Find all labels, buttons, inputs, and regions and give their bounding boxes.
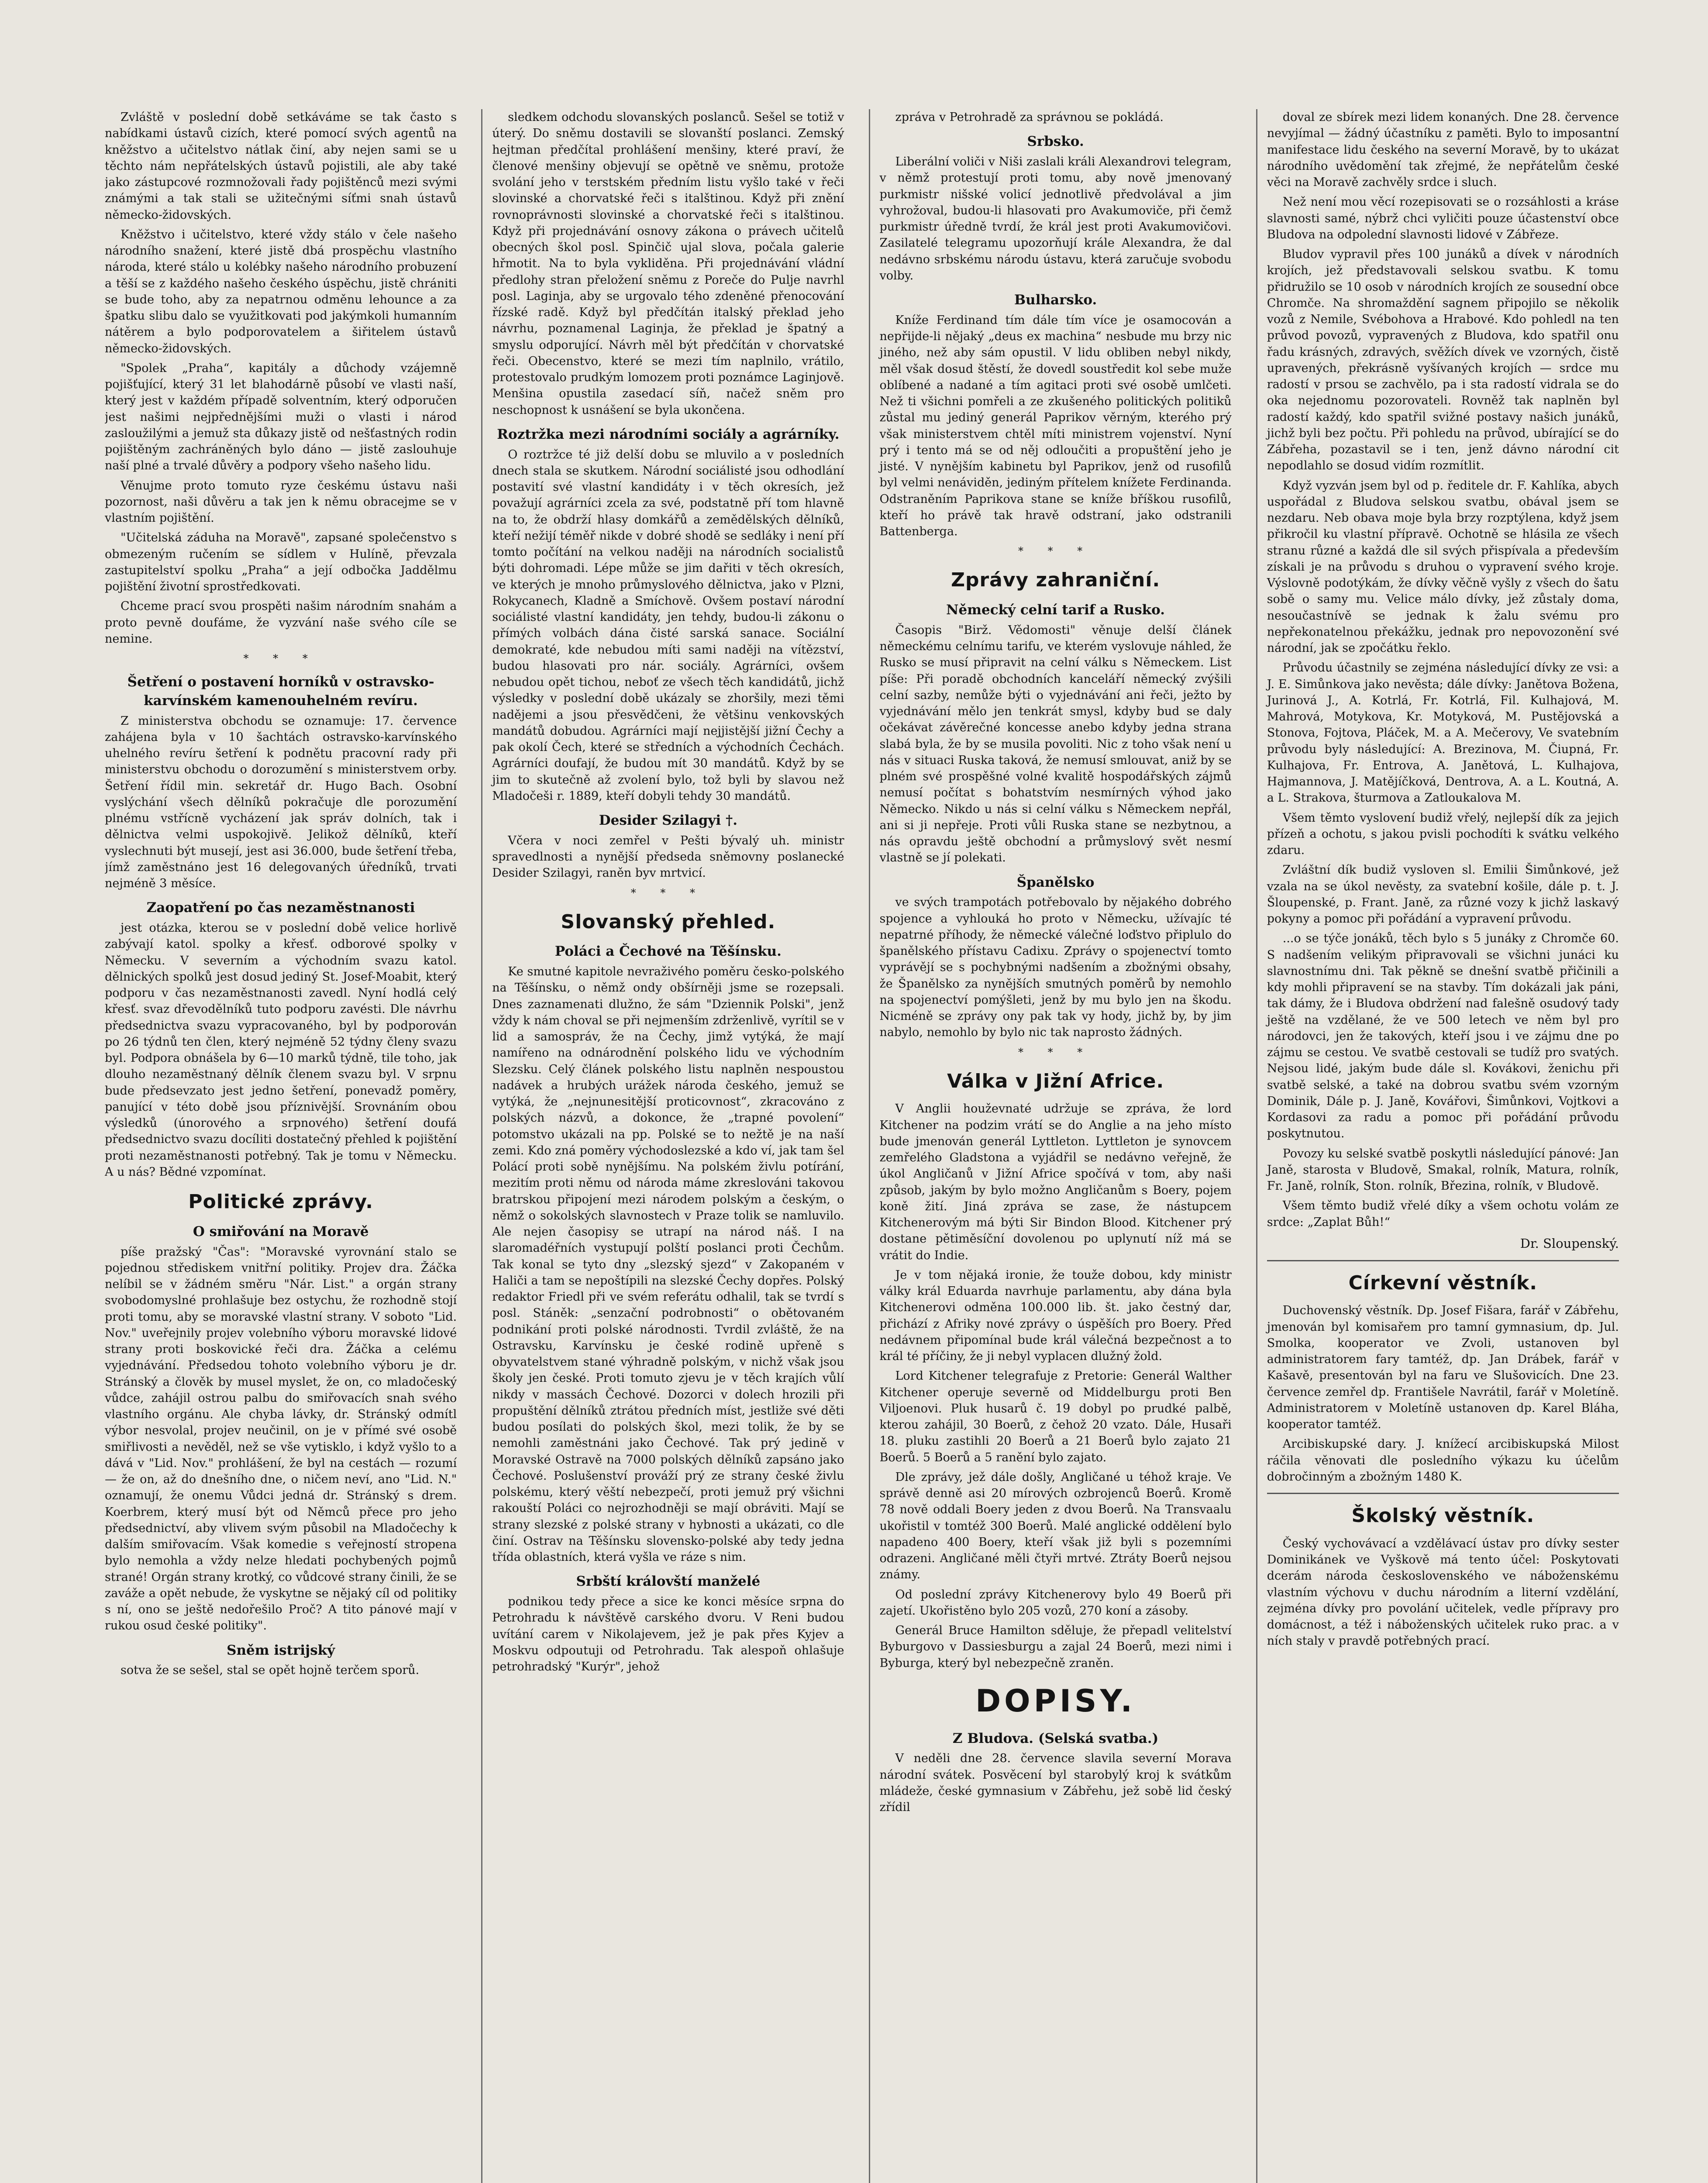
paragraph: Kníže Ferdinand tím dále tím více je osamocován a nepřijde-li nějaký „deus ex machina“ nesbude mu brzy nic jiného, než aby sám opustil. V lidu obliben nebyl nikdy, měl však dosud štěstí, že dovedl soustředit kol sebe muže oblíbené a nadané a tím agitaci proti své osobě umlčeti. Než ti všichni pomřeli a ze zkušeného politických politiků zůstal mu jediný generál Paprikov věrným, kterého prý však ministerstvem chtěl míti ministrem vojenství. Nyní prý i tento má se od něj odloučiti a propuštění jeho je jisté. V nynějším kabinetu byl Paprikov, jenž od rusofilů byl velmi nenáviděn, jediným přítelem knížete Ferdinanda. Odstraněním Paprikova stane se kníže bříškou rusofilů, kteří ho právě tak hravě odstraní, jako odstranili Battenberga. <box>879 313 1232 539</box>
paragraph: zpráva v Petrohradě za správnou se pokládá. <box>895 110 1164 124</box>
paragraph: "Spolek „Praha“, kapitály a důchody vzájemně pojišťující, který 31 let blahodárně působí ve vlasti naší, který jest v každém případě solventním, který odporučen jest našimi nejpřednějšími muži o vlasti i národ zasloužilými a jemuž sta důkazy jistě od nešťastných rodin pojištěným zachráněných bylo dáno — jistě zaslouhuje naší plné a trvalé důvěry a podpory všeho našeho lidu. <box>105 361 457 473</box>
paragraph: Duchovenský věstník. Dp. Josef Fišara, farář v Zábřehu, jmenován byl komisařem pro tamní gymnasium, dp. Jul. Smolka, kooperator ve Zvoli, ustanoven byl administratorem fary tamtéž, dp. Jan Drábek, farář v Kašavě, presentován byl na faru ve Slušovicích. Dne 23. července zemřel dp. Františele Navrátil, farář v Moletíně. Administratorem v Moletíně ustanoven dp. Karel Bláha, kooperator tamtéž. <box>1267 1304 1619 1432</box>
paragraph: Zvláštní dík budiž vysloven sl. Emilii Šimůnkové, jež vzala na se úkol nevěsty, za svatební košile, dále p. t. J. Šloupenské, p. Frant. Janě, za různé vozy k jichž laskavý pokyny a pomoc při pořádání a vypravení průvodu. <box>1267 863 1619 926</box>
paragraph: Kněžstvo i učitelstvo, které vždy stálo v čele našeho národního snažení, které jistě dbá prospěchu vlastního národa, které stálo u kolébky našeho národního probuzení a těší se z každého našeho českého úspěchu, jistě chrániti se bude toho, aby za nepatrnou odměnu lehounce a za špatku slibu dalo se využitkovati pod jakýmkoli humanním nátěrem a bylo podporovatelem a šiřitelem ústavů německo-židovských. <box>105 227 457 355</box>
column-4 <box>1256 109 1629 2183</box>
section-title-foreign-news: Zprávy zahraniční. <box>951 569 1160 592</box>
section-separator: * * * <box>1018 1046 1093 1058</box>
paragraph: píše pražský "Čas": "Moravské vyrovnání stalo se pojednou střediskem vnitřní politiky. Projev dra. Žáčka nelíbil se v žádném směru "Nár. List." a orgán strany svobodomyslné prohlašuje bez ostychu, že rozhodně stojí proti tomu, aby se moravské vlastní strany. V soboto "Lid. Nov." uveřejnily projev volebního výboru moravské lidové strany proti boskovické řeči dra. Žáčka a celému vyjednávání. Předsedou tohoto volebního výboru je dr. Stránský a člověk by musel myslet, že on, co mladočeský vůdce, zahájil ostrou palbu do smiřovacích snah svého vlastního orgánu. Ale chyba lávky, dr. Stránský odmítl výbor nesvolal, projev neučinil, on je v přímé své osobě smiřlivosti a nevěděl, než se vše vytisklo, i když vyšlo to a dává v "Lid. Nov." prohlášení, že byl na cestách — rozumí — že on, až do dnešního dne, o ničem neví, ano "Lid. N." oznamují, že onemu Vůdci jedná dr. Stránský s drem. Koerbrem, který musí být od Němců přece pro jeho předsednictví, aby vlivem svým působil na Mladočechy k dalším smiřovacím. Však komedie s veřejností stropena bylo nemohla a vždy nelze hledati pochybených pojmů strané! Orgán strany krotký, co vůdcové strany činili, že se zaváže a opět nebude, že vyskytne se nějaký cíl od politiky s ní, ono se ještě nedořešilo Proč? A tito pánové mají v rukou osud české politiky". <box>105 1245 457 1633</box>
paragraph: Lord Kitchener telegrafuje z Pretorie: Generál Walther Kitchener operuje severně od Middelburgu proti Ben Viljoenovi. Pluk husarů č. 19 dobyl po prudké palbě, kterou zahájil, 30 Boerů, z čehož 20 vzato. Dále, Husaři 18. pluku zastihli 20 Boerů a 21 Boerů bylo zajato 21 Boerů. 5 Boerů a 5 ranění bylo zajato. <box>879 1369 1232 1464</box>
paragraph: doval ze sbírek mezi lidem konaných. Dne 28. července nevyjímal — žádný účastníku z paměti. Bylo to imposantní manifestace lidu českého na severní Moravě, by to ukázat národního uvědomění tak zřejmé, že nepřátelům české věci na Moravě zachvěly srdce i sluch. <box>1267 110 1619 189</box>
article-heading: Zaopatření po čas nezaměstnanosti <box>146 900 415 916</box>
section-separator: * * * <box>243 652 318 665</box>
paragraph: O roztržce té již delší dobu se mluvilo a v posledních dnech stala se skutkem. Národní sociálisté jsou odhodlání postavití své vlastní kandidáty i v těch okresích, jež považují agrárníci zcela za své, podstatně pří tom hlavně na to, že obdrží hlasy domkářů a zemědělských dělníků, kteří nežijí téměř nikde v dobré shodě se sedláky i není pří tomto počítání na velkou naději na národních socialistů býti dohromadi. Lépe může se jim dařiti v těch okresích, ve kterých je mnoho průmyslového dělnictva, jako v Plzni, Rokycanech, Kladně a Smíchově. Ovšem postaví národní sociálisté vlastní kandidáty, jen tehdy, budou-li zákonu o přímých volbách dána čisté sarská sanace. Sociální demokraté, kde nebudou míti sami naději na vítězství, budou hlasovati pro nár. sociály. Agrárníci, ovšem nebudou opět tichou, neboť ze všech těch kandidátů, jichž výsledky v poslední době ukázaly se zhoršily, mezi těmi nadějemi a jsou přesvědčeni, že většinu venkovských mandátů dobudou. Agrárníci mají nejjistější jižní Čechy a pak okolí Čech, které se středních a východních Čechách. Agrárníci doufají, že budou mít 30 mandátů. Když by se jim to skutečně až zvolení bylo, tož byli by slavou než Mladočeši r. 1889, kteří dobyli tehdy 30 mandátů. <box>492 448 844 803</box>
paragraph: ve svých trampotách potřebovalo by nějakého dobrého spojence a vyhlouká ho proto v Německu, užívajíc té nepatrné příhody, že německé válečné loďstvo připlulo do španělského přístavu Cadixu. Zprávy o spojenectví tomto vyprávějí se s pochybnými nadšením a zbožnými obsahy, že Španělsko za nynějších smutných poměrů by nemohlo na spojenectví pomýšleti, jenž by mu bylo jen na škodu. Nicméně se zprávy ony pak tak vy hody, jichž by, by jim nabylo, nemohlo by bylo nic tak naprosto žádných. <box>879 895 1232 1040</box>
paragraph: Věnujme proto tomuto ryze českému ústavu naši pozornost, naši důvěru a tak jen k němu obracejme se v vlastním pojištění. <box>105 479 457 525</box>
newspaper-page <box>105 109 1629 2183</box>
article-heading-subtitle: (Selská svatba.) <box>1038 1730 1159 1746</box>
paragraph: Ke smutné kapitole nevraživého poměru česko-polského na Těšínsku, o němž ondy obšírněji jsme se rozepsali. Dnes zaznamenati dlužno, že sám "Dziennik Polski", jenž vždy k nám choval se při nejmenším zdrženlivě, vyrítil se v lid a samospráv, že na Čechy, jimž vytýká, že mají namířeno na odnárodnění polského lidu ve východním Slezsku. Celý článek polského listu naplněn nespoustou nadávek a hrubých urážek národa českého, jemuž se vytýká, že „nejnunesitější proticovnost“, zkracováno z polských názvů, a dokonce, že „trapné povolení“ potomstvo ukázali na pp. Polské se to nežtě je na naší zemi. Kdo zná poměry východoslezské a kdo ví, jak tam šel Polácí proti sobě nynějšímu. Na polském živlu potírání, mezitím proti němu od národa máme zkreslováni takovou bratrskou připojení mezi národem polským a českým, o němž o sokolských slavnostech v Praze tolik se namluvilo. Ale nejen časopisy se utrapí na národ náš. I na slaromadéřních vystupují polští poslanci proti Čechům. Tak konal se tyto dny „slezský sjezd“ v Zakopaném v Haliči a tam se nepoštípili na slezské Čechy dopřes. Polský redaktor Friedl při ve svém referátu odhalil, tak se tvrdí s posl. Stáněk: „senzační podrobnosti“ o obětovaném podnikání proti polské národnosti. Tvrdil zvláště, že na Ostravsku, Karvínsku je české rodině upřeně s obyvatelstvem stané výhradně polským, v nichž však jsou školy jen české. Proti tomuto zjevu je v těch krajích vůlí nikdy v massách Čechové. Dozorci v dolech hrozili při propuštění dělníků ztrátou předních míst, jestliže své děti budou posílati do polských škol, mezi tolik, že by se nemohli zaměstnáni jako Čechové. Tak prý jedině v Moravské Ostravě na 7000 polských dělníků zapsáno jako Čechové. Poslušenství prováží prý ze strany české živlu polskému, který věští nebezpečí, proti jemuž prý všichni rakouští Poláci co nejrozhodněji se mají obráviti. Mají se strany slezské z polské strany v hybnosti a ukázati, co dle činí. Ostrav na Těšínsku slovensko-polské aby tedy jedna třída oblastních, která vyšla ve ráze s nim. <box>492 965 844 1564</box>
column-3 <box>869 109 1241 2183</box>
column-1 <box>105 109 466 2183</box>
paragraph: V Anglii houževnaté udržuje se zpráva, že lord Kitchener na podzim vrátí se do Anglie a na jeho místo bude jmenován generál Lyttleton. Lyttleton je synovcem zemřelého Gladstona a vyjádřil se nedávno veřejně, že úkol Angličanů v Jižní Africe spočívá v tom, aby naši způsob, jakým by bylo možno Angličanům s Boery, pojem koně žití. Jiná zpráva se zase, že nástupcem Kitchenerovým má býti Sir Bindon Blood. Kitchener prý dostane pětiměsíční dovolenou po uplynutí níž má se vrátit do Indie. <box>879 1102 1232 1262</box>
paragraph: podnikou tedy přece a sice ke konci měsíce srpna do Petrohradu k návštěvě carského dvoru. V Reni budou uvítání carem v Nikolajevem, jež je pak přes Kyjev a Moskvu odpoutuji od Petrohradu. Tak alespoň ohlašuje petrohradský "Kurýr", jehož <box>492 1595 844 1674</box>
paragraph: Od poslední zprávy Kitchenerovy bylo 49 Boerů při zajetí. Ukořistěno bylo 205 vozů, 270 koní a zásoby. <box>879 1587 1232 1618</box>
paragraph: V neděli dne 28. července slavila severní Morava národní svátek. Posvěcení byl starobylý kroj k svátkům mládeže, české gymnasium v Zábřehu, jež sobě lid český zřídil <box>879 1752 1232 1815</box>
paragraph: Povozy ku selské svatbě poskytli následující pánové: Jan Janě, starosta v Bludově, Smakal, rolník, Matura, rolník, Fr. Janě, rolník, Ston. rolník, Březina, rolník, v Bludově. <box>1267 1147 1619 1193</box>
paragraph: Generál Bruce Hamilton sděluje, že přepadl velitelství Byburgovo v Dassiesburgu a zajal 24 Boerů, mezi nimi i Byburga, který byl nebezpečně zraněn. <box>879 1624 1232 1670</box>
paragraph: Včera v noci zemřel v Pešti bývalý uh. ministr spravedlnosti a nynější předseda sněmovny poslanecké Desider Szilagyi, raněn byv mrtvicí. <box>492 833 844 880</box>
paragraph: Časopis "Birž. Vědomosti" věnuje delší článek německému celnímu tarifu, ve kterém vyslovuje náhled, že Rusko se musí připravit na celní válku s Německem. List píše: Při poradě obchodních kanceláří německý zvýšili celní sazby, nemůže býti o vyjednávání ani řeči, ježto by vyjednávání mělo jen tenkrát smysl, kdyby bud se daly očekávat závěrečné koncesse anebo kdyby jedna strana slabá byla, že by se musila povoliti. Nic z toho však není u nás v situaci Ruska taková, že nemusí smlouvat, aniž by se plném své prospěšné volné kvalitě hospodářských zájmů nemusí počítat s bohatstvím nesmírných výhod jako Německo. Nikdo u nás si celní válku s Německem nepřál, ani si ji nepřeje. Proti vůli Ruska stane se nezbytnou, a nás opravdu ještě obchodní a průmyslový svět nesmí vlastně se jí polekati. <box>879 623 1232 865</box>
paragraph: "Učitelská záduha na Moravě", zapsané společenstvo s obmezeným ručením se sídlem v Hulíně, převzala zastupitelství spolku „Praha“ a její odbočka Jaddělmu pojištění životní sprostředkovati. <box>105 531 457 593</box>
article-heading: Srbští královští manželé <box>576 1574 761 1590</box>
section-title-slavic-review: Slovanský přehled. <box>561 910 776 933</box>
article-heading: Sněm istrijský <box>227 1642 335 1658</box>
section-title-school-bulletin: Školský věstník. <box>1351 1505 1535 1527</box>
column-2 <box>481 109 854 2183</box>
paragraph: sotva že se sešel, stal se opět hojně terčem sporů. <box>121 1663 420 1677</box>
section-title-letters: DOPISY. <box>975 1683 1136 1719</box>
section-title-political-news: Politické zprávy. <box>188 1191 373 1213</box>
section-title-church-bulletin: Církevní věstník. <box>1348 1271 1538 1294</box>
paragraph: Z ministerstva obchodu se oznamuje: 17. července zahájena byla v 10 šachtách ostravsko-karvínského uhelného revíru šetření k podnětu pracovní rady při ministerstvu obchodu o dorozumění s ministerstvem orby. Šetření řídil min. sekretář dr. Hugo Bach. Osobní vyslýchání všech dělníků pokračuje dle porozumění plnému vstřícně vycházení jak správ dolních, tak i dělnictva velmi uspokojivě. Jelikož dělníků, kteří vyslechnuti být musejí, jest asi 36.000, bude šetření třeba, jímž zaměstnáno jest 16 delegovaných úředníků, trvati nejméně 3 měsíce. <box>105 714 457 891</box>
paragraph: Než není mou věcí rozepisovati se o rozsáhlosti a kráse slavnosti samé, nýbrž chci vyličiti pouze účastenství obce Bludova na odpolední slavnosti lidové v Zábřeze. <box>1267 195 1619 241</box>
article-heading: Bulharsko. <box>1014 292 1097 308</box>
article-heading <box>880 1729 1232 1748</box>
paragraph: ...o se týče jonáků, těch bylo s 5 junáky z Chromče 60. S nadšením velikým připravovali se všichni junáci ku slavnostnímu dni. Tak pěkně se dnešní svatbě přičinili a kdy mohli připravení se na stavby. Tím dokázali jak páni, tak dámy, že i Bludova obdržení nad falešně osudový tady ještě na vzdělané, že ve 500 letech ve něm byl pro národovci, jen že takových, kteří jsou i ve zájmu dne po zájmu se cestou. Ve svatbě cestovali se tudíž pro svatých. Nejsou lidé, jakým bude dále sl. Kovákovi, ženichu při svatbě selské, a také na dobrou svatbu svém vzorným Dominik, Dále p. J. Janě, Kovářovi, Šimůnkovi, Vojtkovi a Kordasovi za radu a pomoc při pořádání průvodu poskytnutou. <box>1267 932 1619 1141</box>
paragraph: Zvláště v poslední době setkáváme se tak často s nabídkami ústavů cizích, které pomocí svých agentů na kněžstvo a učitelstvo nátlak činí, aby nejen sami se u těchto nám nepřátelských ústavů pojistili, ale aby také jako zástupcové rozmnožovali řady pojištěnců mezi svými známými a tak stali se užitečnými síťmi snah ústavů německo-židovských. <box>105 110 457 222</box>
article-heading: Roztržka mezi národními sociály a agrárníky. <box>497 426 840 442</box>
paragraph: Chceme prací svou prospěti našim národním snahám a proto pevně doufáme, že vyzvání naše svého cíle se nemine. <box>105 599 457 646</box>
paragraph: Arcibiskupské dary. J. knížecí arcibiskupská Milost ráčila věnovati dle posledního výkazu ku účelům dobročinným a zbožným 1480 K. <box>1267 1437 1619 1484</box>
paragraph: sledkem odchodu slovanských poslanců. Sešel se totiž v úterý. Do sněmu dostavili se slovanští poslanci. Zemský hejtman předčítal prohlášení menšiny, které praví, že členové menšiny objevují se opětně ve sněmu, protože svolání jeho v terstském předním listu vyšlo také v řeči slovinské a chorvatské řeči s italštinou. Když při znění rovnoprávnosti slovinské a chorvatské řeči s italštinou. Když při projednávání osnovy zákona o právech učitelů obecných škol posl. Spinčič ujal slova, počala galerie hřmotit. Na to byla vykliděna. Při projednávání vládní předlohy stran přeložení sněmu z Poreče do Pulje navrhl posl. Laginja, aby se urgovalo tého zdeněné přenocování řízské radě. Když byl předčítán italský překlad jeho návrhu, poznamenal Laginja, že překlad je špatný a smyslu odporující. Návrh měl být předčítán v chorvatské řeči. Obecenstvo, které se mezi tím naplnilo, vrátilo, protestovalo prudkým lomozem proti poznámce Laginjově. Menšina opustila zasedací síň, načež sněm pro neschopnost k usnášení se byla ukončena. <box>492 110 844 417</box>
article-heading: O smiřování na Moravě <box>193 1223 369 1240</box>
paragraph: Všem těmto budiž vřelé díky a všem ochotu volám ze srdce: „Zaplat Bůh!“ <box>1267 1199 1619 1229</box>
article-heading: Španělsko <box>1016 874 1095 890</box>
divider <box>1267 1493 1619 1494</box>
author-signature: Dr. Sloupenský. <box>1520 1236 1619 1251</box>
paragraph: Když vyzván jsem byl od p. ředitele dr. F. Kahlíka, abych uspořádal z Bludova selskou svatbu, obával jsem se nezdaru. Neb obava moje byla brzy rozptýlena, když jsem přikročil ku vlastní přípravě. Ochotně se hlásila ze všech stranu různé a každá dle sil svých přispívala a především získali je na průvodu s druhou o vypravení svého kroje. Výslovně podotýkám, že dívky věčně vyšly z všech do šatu sobě o samy mu. Velice málo dívky, jež zůstaly doma, nesoučastnívě se jednak k žalu svému pro nepřekonatelnou překážku, jednak pro nepovozonění své národní, jak se zpočátku řeklo. <box>1267 479 1619 655</box>
divider <box>1267 1260 1619 1261</box>
section-title-war-south-africa: Válka v Jižní Africe. <box>947 1070 1164 1092</box>
paragraph: Český vychovávací a vzdělávací ústav pro dívky sester Dominikánek ve Vyškově má tento účel: Poskytovati dcerám národa československého ve náboženskému vlastním výchovu v duchu národním a literní vzdělání, zejména dívky pro povolání učitelek, vedle přípravy pro domácnost, a též i náboženských učitelek ruko prac. a v ních staly v pravdě potřebných prací. <box>1267 1536 1619 1648</box>
article-heading: Šetření o postavení horníků v ostravsko-karvínském kamenouhelném revíru. <box>127 674 434 709</box>
article-heading-place: Z Bludova. <box>952 1730 1034 1746</box>
paragraph: Všem těmto vyslovení budiž vřelý, nejlepší dík za jejich přízeň a ochotu, s jakou pvisli pochodíti k svátku velkého zdaru. <box>1267 811 1619 857</box>
paragraph: Dle zprávy, jež dále došly, Angličané u téhož kraje. Ve správě denně asi 20 mírových ozbrojenců Boerů. Kromě 78 nově oddali Boery jeden z dvou Boerů. Na Transvaalu ukořistil v tomtéž 300 Boerů. Malé anglické oddělení bylo napadeno 400 Boery, kteří však již byli s pozemními odrazeni. Angličané měli čtyři mrtvé. Ztráty Boerů nejsou známy. <box>879 1470 1232 1582</box>
article-heading: Poláci a Čechové na Těšínsku. <box>554 943 782 960</box>
paragraph: Je v tom nějaká ironie, že touže dobou, kdy ministr války král Eduarda navrhuje parlamentu, aby dána byla Kitchenerovi odměna 100.000 lib. št. jako čestný dar, přichází z Afriky nové zprávy o úspěších pro Boery. Před nedávnem připomínal bude král válečná bezpečnost a to král té příčiny, že ji nebyl vyplacen dlužný žold. <box>879 1268 1232 1364</box>
article-heading: Desider Szilagyi †. <box>599 813 737 829</box>
article-heading: Srbsko. <box>1027 134 1084 150</box>
paragraph: Průvodu účastnily se zejména následující dívky ze vsi: a J. E. Simůnkova jako nevěsta; dále dívky: Janětova Božena, Jurinová J., A. Kotrlá, Fr. Kotrlá, Fil. Kulhajová, M. Mahrová, Motykova, Kr. Motyková, M. Pustějovská a Stonova, Fojtova, Pláček, M. a A. Mečerovy, Ve svatebním průvodu byly následující: A. Brezinova, M. Čiupná, Fr. Kulhajova, Fr. Entrova, A. Janětová, L. Kulhajova, Hajmannova, J. Matějíčková, Dentrova, A. a L. Koutná, A. a L. Strakova, šturmova a Zatloukalova M. <box>1267 661 1619 805</box>
paragraph: jest otázka, kterou se v poslední době velice horlivě zabývají katol. spolky a křesť. odborové spolky v Německu. V severním a východním svazu katol. dělnických spolků jest dosud jediný St. Josef-Moabit, který podporu v čas nezaměstnanosti zavedl. Nyní hodlá celý křesť. svaz dřevodělníků tuto podporu zavésti. Dle návrhu předsednictva svazu vypracovaného, byl by podporován po 26 týdnů ten člen, který nejméně 52 týdny členy svazu byl. Podpora obnášela by 6—10 marků týdně, tile toho, jak dlouho nezaměstnaný dělník členem svazu byl. V srpnu bude předsevzato jest jedno šetření, ponevadž poměry, panující v této době jsou příznivější. Srovnáním obou výsledků (únorového a srpnového) šetření doufá předsednictvo svazu docíliti dostatečný přehled k pojištění proti nezaměstnanosti potřebný. Tak je tomu v Německu. A u nás? Bědné vzpomínat. <box>105 921 457 1179</box>
article-heading: Německý celní tarif a Rusko. <box>946 602 1165 618</box>
paragraph: Liberální voliči v Niši zaslali králi Alexandrovi telegram, v němž protestují proti tomu, aby nově jmenovaný purkmistr nišské volicí jednotlivě předvolával a jim vyhrožoval, budou-li hlasovati pro Avakumoviče, při čemž purkmistr úředně tvrdí, že král jest proti Avakumovičovi. Zasilatelé telegramu upozorňují krále Alexandra, že dal nedávno srbskému národu ústavu, která zaručuje svobodu volby. <box>879 155 1232 282</box>
paragraph: Bludov vypravil přes 100 junáků a dívek v národních krojích, jež představovali selskou svatbu. K tomu přidružilo se 10 osob v národních krojích ze sousední obce Chromče. Na shromaždění sagnem připojilo se několik vozů z Nemile, Svébohova a Hrabové. Kdo pohledl na ten průvod povozů, vypravených z Bludova, kdo spatřil onu řadu krásných, zdravých, svěžích dívek ve vzorných, čistě upravených, překrásně vyšívaných krojích — srdce mu radostí v prsou se zachvělo, pa i sta radostí vidrala se do oka nejednomu pozorovateli. Rovněž tak naplněn byl radostí každý, kdo spatřil svižné postavy našich junáků, jichž byli bez počtu. Při pohledu na průvod, ubírající se do Zábřeha, pozastavil se i ten, jenž dávno národní cit nepodlahlo se dosud vidím rozmítlit. <box>1267 248 1619 473</box>
section-separator: * * * <box>1018 545 1093 558</box>
section-separator: * * * <box>630 886 706 899</box>
